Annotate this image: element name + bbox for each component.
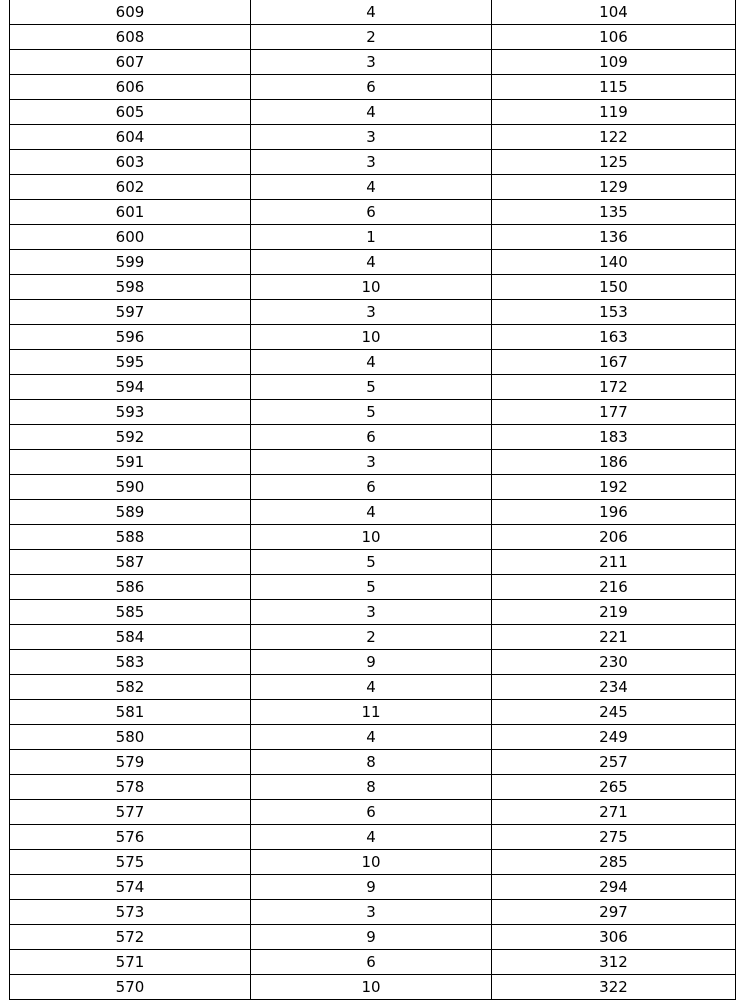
count-cell: 4 [251, 825, 492, 850]
count-cell: 8 [251, 750, 492, 775]
count-cell: 10 [251, 325, 492, 350]
cumulative-count-cell: 249 [492, 725, 736, 750]
table-row [10, 175, 736, 200]
cumulative-count-cell: 115 [492, 75, 736, 100]
cumulative-count-cell: 186 [492, 450, 736, 475]
table-row [10, 250, 736, 275]
table-row [10, 25, 736, 50]
count-cell: 3 [251, 300, 492, 325]
table-row [10, 550, 736, 575]
score-cell: 585 [10, 600, 251, 625]
count-cell: 6 [251, 75, 492, 100]
cumulative-count-cell: 136 [492, 225, 736, 250]
cumulative-count-cell: 322 [492, 975, 736, 1000]
cumulative-count-cell: 245 [492, 700, 736, 725]
cumulative-count-cell: 216 [492, 575, 736, 600]
table-row [10, 150, 736, 175]
table-row [10, 800, 736, 825]
count-cell: 3 [251, 150, 492, 175]
cumulative-count-cell: 163 [492, 325, 736, 350]
count-cell: 5 [251, 550, 492, 575]
table-row [10, 75, 736, 100]
table-row [10, 925, 736, 950]
cumulative-count-cell: 106 [492, 25, 736, 50]
count-cell: 4 [251, 350, 492, 375]
score-distribution-table [9, 0, 736, 1000]
score-cell: 572 [10, 925, 251, 950]
count-cell: 9 [251, 925, 492, 950]
score-cell: 597 [10, 300, 251, 325]
score-cell: 583 [10, 650, 251, 675]
score-cell: 593 [10, 400, 251, 425]
table-row [10, 500, 736, 525]
table-row [10, 850, 736, 875]
score-cell: 579 [10, 750, 251, 775]
count-cell: 5 [251, 575, 492, 600]
table-row [10, 225, 736, 250]
table-row [10, 0, 736, 25]
score-cell: 576 [10, 825, 251, 850]
cumulative-count-cell: 275 [492, 825, 736, 850]
cumulative-count-cell: 297 [492, 900, 736, 925]
count-cell: 3 [251, 50, 492, 75]
count-cell: 11 [251, 700, 492, 725]
score-cell: 577 [10, 800, 251, 825]
score-cell: 582 [10, 675, 251, 700]
table-row [10, 775, 736, 800]
table-row [10, 350, 736, 375]
score-cell: 608 [10, 25, 251, 50]
score-cell: 586 [10, 575, 251, 600]
score-cell: 574 [10, 875, 251, 900]
table-row [10, 825, 736, 850]
count-cell: 4 [251, 675, 492, 700]
count-cell: 10 [251, 975, 492, 1000]
cumulative-count-cell: 196 [492, 500, 736, 525]
count-cell: 9 [251, 650, 492, 675]
cumulative-count-cell: 234 [492, 675, 736, 700]
cumulative-count-cell: 104 [492, 0, 736, 25]
score-cell: 595 [10, 350, 251, 375]
score-cell: 605 [10, 100, 251, 125]
count-cell: 10 [251, 850, 492, 875]
count-cell: 4 [251, 250, 492, 275]
score-cell: 570 [10, 975, 251, 1000]
score-cell: 578 [10, 775, 251, 800]
count-cell: 2 [251, 625, 492, 650]
count-cell: 4 [251, 0, 492, 25]
score-cell: 602 [10, 175, 251, 200]
count-cell: 4 [251, 725, 492, 750]
table-row [10, 100, 736, 125]
table-row [10, 600, 736, 625]
count-cell: 4 [251, 500, 492, 525]
cumulative-count-cell: 306 [492, 925, 736, 950]
score-cell: 600 [10, 225, 251, 250]
count-cell: 3 [251, 900, 492, 925]
table-row [10, 875, 736, 900]
count-cell: 2 [251, 25, 492, 50]
score-cell: 601 [10, 200, 251, 225]
cumulative-count-cell: 312 [492, 950, 736, 975]
cumulative-count-cell: 172 [492, 375, 736, 400]
count-cell: 10 [251, 275, 492, 300]
table-row [10, 275, 736, 300]
count-cell: 3 [251, 125, 492, 150]
count-cell: 6 [251, 950, 492, 975]
cumulative-count-cell: 109 [492, 50, 736, 75]
cumulative-count-cell: 221 [492, 625, 736, 650]
count-cell: 6 [251, 425, 492, 450]
count-cell: 5 [251, 400, 492, 425]
table-row [10, 425, 736, 450]
cumulative-count-cell: 257 [492, 750, 736, 775]
cumulative-count-cell: 192 [492, 475, 736, 500]
table-row [10, 475, 736, 500]
count-cell: 6 [251, 475, 492, 500]
table-row [10, 525, 736, 550]
table-row [10, 200, 736, 225]
cumulative-count-cell: 294 [492, 875, 736, 900]
score-cell: 603 [10, 150, 251, 175]
score-cell: 573 [10, 900, 251, 925]
count-cell: 6 [251, 800, 492, 825]
table-row [10, 725, 736, 750]
table-row [10, 900, 736, 925]
table-row [10, 50, 736, 75]
cumulative-count-cell: 129 [492, 175, 736, 200]
count-cell: 3 [251, 600, 492, 625]
score-cell: 607 [10, 50, 251, 75]
score-cell: 592 [10, 425, 251, 450]
table-row [10, 650, 736, 675]
cumulative-count-cell: 183 [492, 425, 736, 450]
table-row [10, 975, 736, 1000]
table-row [10, 750, 736, 775]
count-cell: 1 [251, 225, 492, 250]
table-row [10, 400, 736, 425]
cumulative-count-cell: 150 [492, 275, 736, 300]
table-row [10, 575, 736, 600]
table-row [10, 675, 736, 700]
cumulative-count-cell: 119 [492, 100, 736, 125]
cumulative-count-cell: 230 [492, 650, 736, 675]
score-cell: 599 [10, 250, 251, 275]
score-cell: 604 [10, 125, 251, 150]
score-cell: 594 [10, 375, 251, 400]
cumulative-count-cell: 167 [492, 350, 736, 375]
score-cell: 609 [10, 0, 251, 25]
score-cell: 589 [10, 500, 251, 525]
count-cell: 6 [251, 200, 492, 225]
score-cell: 598 [10, 275, 251, 300]
cumulative-count-cell: 285 [492, 850, 736, 875]
cumulative-count-cell: 140 [492, 250, 736, 275]
score-cell: 590 [10, 475, 251, 500]
cumulative-count-cell: 219 [492, 600, 736, 625]
table-row [10, 375, 736, 400]
table-row [10, 450, 736, 475]
score-cell: 591 [10, 450, 251, 475]
cumulative-count-cell: 211 [492, 550, 736, 575]
score-cell: 571 [10, 950, 251, 975]
cumulative-count-cell: 125 [492, 150, 736, 175]
table-row [10, 325, 736, 350]
score-cell: 587 [10, 550, 251, 575]
score-cell: 584 [10, 625, 251, 650]
table-row [10, 300, 736, 325]
cumulative-count-cell: 153 [492, 300, 736, 325]
count-cell: 4 [251, 175, 492, 200]
score-cell: 596 [10, 325, 251, 350]
count-cell: 5 [251, 375, 492, 400]
count-cell: 4 [251, 100, 492, 125]
cumulative-count-cell: 265 [492, 775, 736, 800]
table-row [10, 700, 736, 725]
cumulative-count-cell: 271 [492, 800, 736, 825]
count-cell: 8 [251, 775, 492, 800]
score-cell: 588 [10, 525, 251, 550]
score-cell: 575 [10, 850, 251, 875]
score-cell: 581 [10, 700, 251, 725]
table-body [10, 0, 736, 1000]
cumulative-count-cell: 206 [492, 525, 736, 550]
cumulative-count-cell: 135 [492, 200, 736, 225]
table-row [10, 950, 736, 975]
cumulative-count-cell: 122 [492, 125, 736, 150]
table-row [10, 625, 736, 650]
score-cell: 606 [10, 75, 251, 100]
table-row [10, 125, 736, 150]
count-cell: 3 [251, 450, 492, 475]
count-cell: 9 [251, 875, 492, 900]
score-cell: 580 [10, 725, 251, 750]
cumulative-count-cell: 177 [492, 400, 736, 425]
count-cell: 10 [251, 525, 492, 550]
